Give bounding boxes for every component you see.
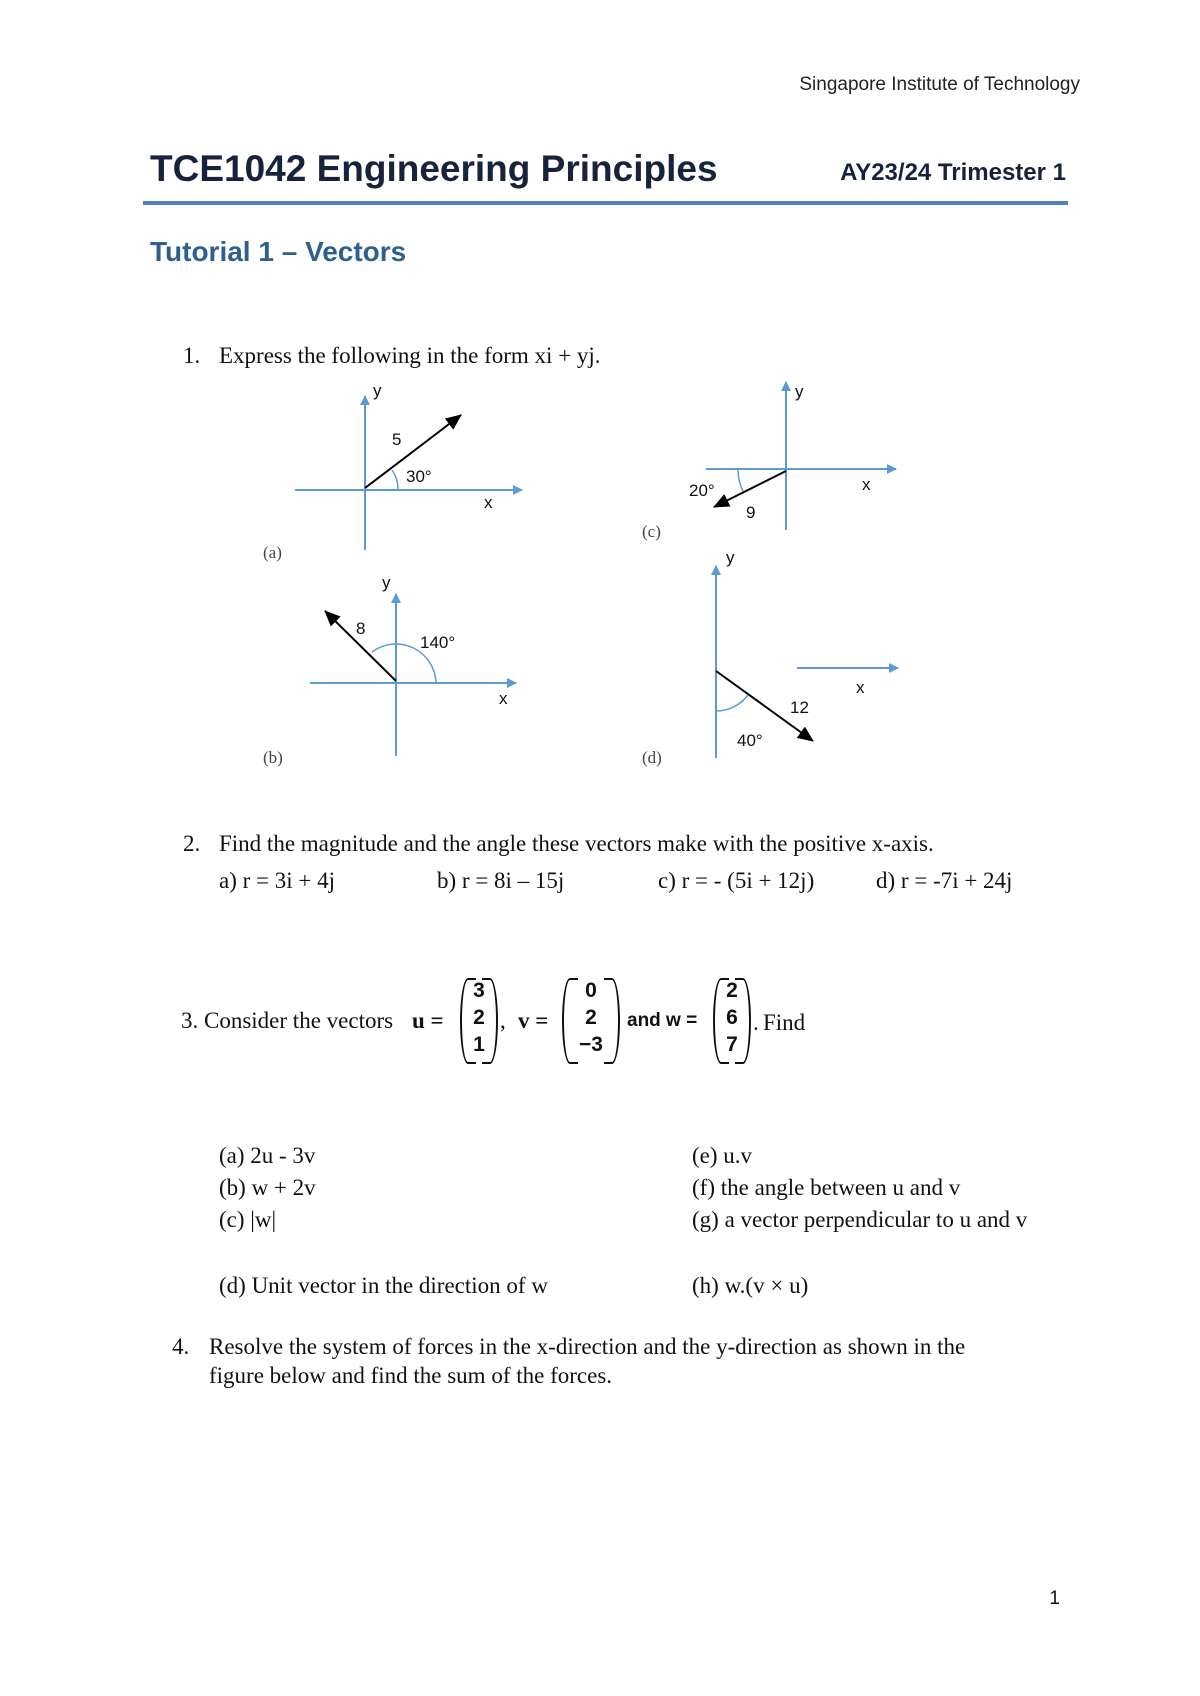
institution-name: Singapore Institute of Technology <box>799 74 1080 95</box>
question-3-w-label: and w = <box>627 1010 698 1031</box>
diagram-b-angle: 140° <box>420 633 456 652</box>
diagram-c-magnitude: 9 <box>746 503 756 522</box>
question-3-part-c: (c) |w| <box>219 1207 277 1232</box>
vector-u-z: 1 <box>473 1033 485 1056</box>
vector-w-z: 7 <box>726 1033 738 1056</box>
diagram-a <box>263 381 522 562</box>
vector-w-matrix <box>713 978 751 1060</box>
term-label: AY23/24 Trimester 1 <box>840 159 1066 186</box>
question-1-number: 1. <box>183 343 201 368</box>
diagram-c-vector <box>714 471 786 507</box>
question-2-text: Find the magnitude and the angle these vectors make with the positive x-axis. <box>219 831 934 856</box>
diagram-a-x-label: x <box>484 493 493 512</box>
question-3-part-h: (h) w.(v × u) <box>692 1273 809 1298</box>
diagram-b-magnitude: 8 <box>356 619 366 638</box>
question-3-part-f: (f) the angle between u and v <box>692 1175 961 1200</box>
tutorial-title: Tutorial 1 – Vectors <box>150 236 407 267</box>
question-2-item-a: a) r = 3i + 4j <box>219 868 335 893</box>
question-3-intro: 3. Consider the vectors <box>181 1008 394 1033</box>
diagram-c-x-label: x <box>862 475 871 494</box>
diagram-b <box>263 573 516 767</box>
question-3-part-b: (b) w + 2v <box>219 1175 316 1200</box>
diagram-d-y-label: y <box>726 548 735 567</box>
question-2-item-b: b) r = 8i – 15j <box>437 868 565 893</box>
diagram-a-y-label: y <box>373 381 382 400</box>
question-2-item-c: c) r = - (5i + 12j) <box>658 868 815 893</box>
question-3-find: Find <box>763 1010 806 1035</box>
diagram-c-y-label: y <box>795 382 804 401</box>
vector-u-y: 2 <box>473 1006 485 1029</box>
diagram-c-angle-arc <box>738 470 743 491</box>
vector-w-y: 6 <box>726 1006 738 1029</box>
question-3-u-label: u = <box>412 1008 444 1033</box>
course-title: TCE1042 Engineering Principles <box>150 148 718 189</box>
question-3-part-d: (d) Unit vector in the direction of w <box>219 1273 548 1298</box>
question-3-part-a: (a) 2u - 3v <box>219 1143 316 1168</box>
question-2 <box>183 830 934 858</box>
vector-v-z: −3 <box>579 1033 603 1056</box>
vector-v-matrix <box>562 978 620 1060</box>
question-2-item-d: d) r = -7i + 24j <box>876 868 1013 893</box>
question-3-v-label: v = <box>518 1008 549 1033</box>
vector-v-y: 2 <box>585 1006 597 1029</box>
diagram-c <box>642 382 896 541</box>
diagram-d-angle-arc <box>716 695 748 711</box>
vector-u-matrix <box>460 978 498 1060</box>
question-4-line-2: figure below and find the sum of the forces. <box>209 1363 613 1388</box>
diagram-a-angle: 30° <box>406 467 432 486</box>
diagram-d-caption: (d) <box>642 748 662 767</box>
diagram-c-caption: (c) <box>642 522 661 541</box>
vector-u-x: 3 <box>473 979 485 1002</box>
diagram-b-caption: (b) <box>263 748 283 767</box>
diagram-c-angle: 20° <box>689 481 715 500</box>
diagram-b-y-label: y <box>382 573 391 592</box>
question-1-text: Express the following in the form xi + yj. <box>219 343 601 368</box>
diagram-a-angle-arc <box>392 470 398 490</box>
question-2-number: 2. <box>183 831 201 856</box>
diagram-d-angle: 40° <box>737 731 763 750</box>
vector-w-x: 2 <box>726 979 738 1002</box>
diagram-d-x-label: x <box>856 678 865 697</box>
page-number: 1 <box>1049 1588 1060 1609</box>
diagram-a-caption: (a) <box>263 543 282 562</box>
question-3-part-g: (g) a vector perpendicular to u and v <box>692 1207 1028 1232</box>
question-4-number: 4. <box>172 1334 190 1359</box>
diagram-a-magnitude: 5 <box>392 430 402 449</box>
question-4-line-1: Resolve the system of forces in the x-direction and the y-direction as shown in the <box>209 1334 966 1359</box>
diagram-d <box>642 548 898 767</box>
diagram-d-magnitude: 12 <box>790 698 809 717</box>
vector-v-x: 0 <box>585 979 597 1002</box>
question-3-part-e: (e) u.v <box>692 1143 753 1168</box>
diagram-b-x-label: x <box>499 689 508 708</box>
